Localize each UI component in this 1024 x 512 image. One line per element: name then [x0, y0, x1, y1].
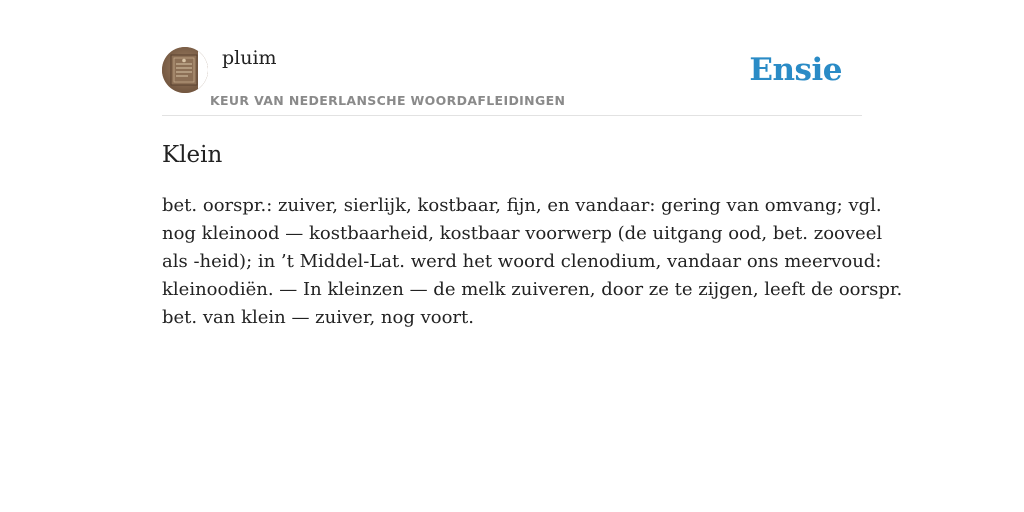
- definition-line: bet. oorspr.: zuiver, sierlijk, kostbaar, fijn, en vandaar: gering van omvang; vgl.: [162, 195, 882, 216]
- entry-definition: [162, 192, 903, 332]
- divider: [162, 115, 862, 116]
- username[interactable]: pluim: [222, 47, 277, 69]
- avatar[interactable]: [162, 47, 208, 93]
- source-name[interactable]: KEUR VAN NEDERLANSCHE WOORDAFLEIDINGEN: [210, 93, 566, 108]
- entry-title: Klein: [162, 142, 223, 168]
- avatar-mask: [198, 47, 208, 93]
- ensie-logo[interactable]: Ensie: [749, 52, 842, 88]
- definition-line: kleinoodiën. — In kleinzen — de melk zuiveren, door ze te zijgen, leeft de oorspr.: [162, 279, 903, 300]
- definition-line: nog kleinood — kostbaarheid, kostbaar voorwerp (de uitgang ood, bet. zooveel: [162, 223, 883, 244]
- definition-line: als -heid); in ’t Middel-Lat. werd het woord clenodium, vandaar ons meervoud:: [162, 251, 882, 272]
- definition-line: bet. van klein — zuiver, nog voort.: [162, 307, 474, 328]
- entry-card: [162, 0, 903, 512]
